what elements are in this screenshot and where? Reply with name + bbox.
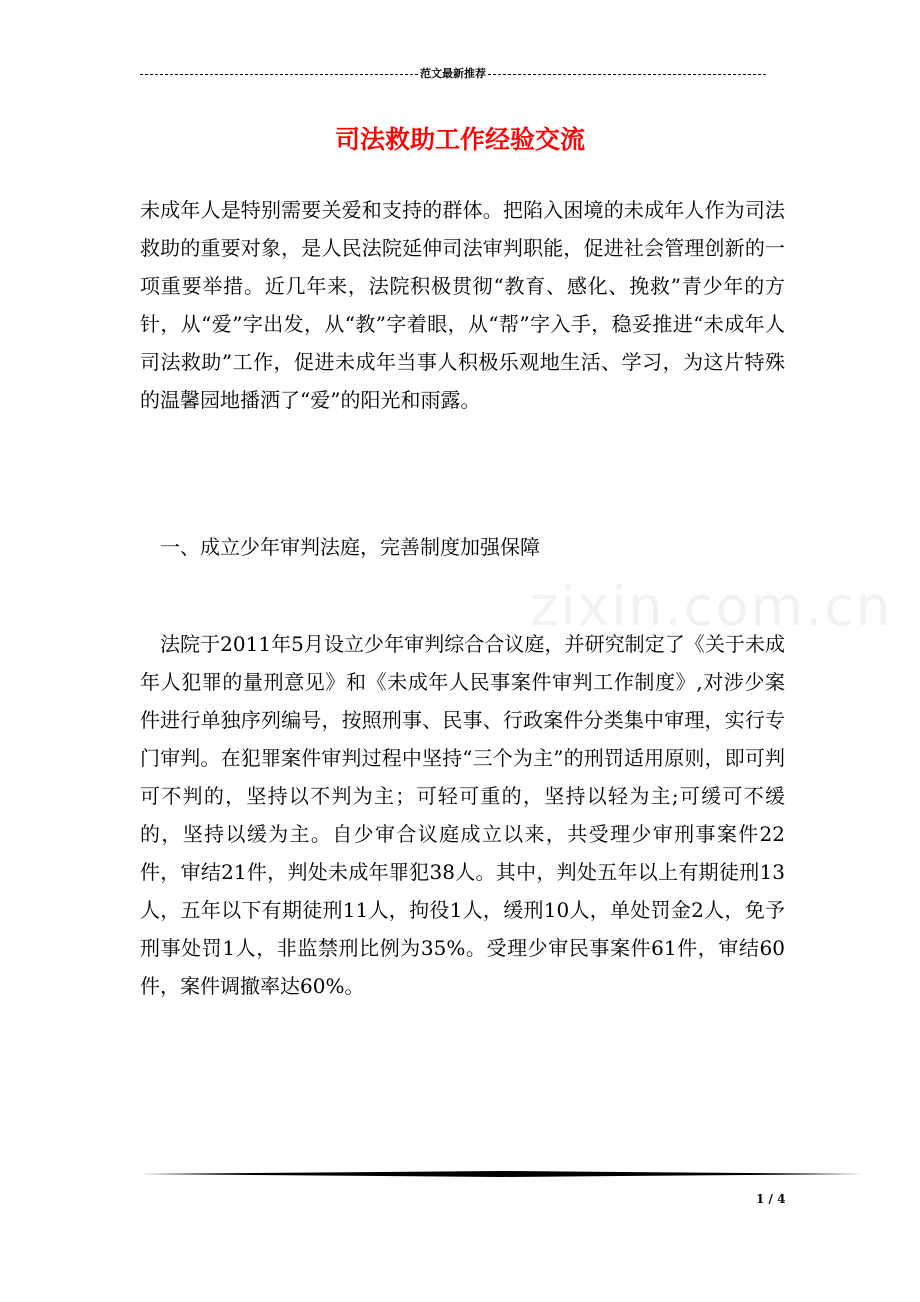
header-label: 范文最新推荐 (420, 67, 486, 80)
watermark-logo: zixin.com.cn (530, 575, 893, 638)
footer-divider (140, 1171, 863, 1177)
header-dash-right (488, 74, 766, 75)
header-dash-left (140, 74, 418, 75)
section-heading: 一、成立少年审判法庭，完善制度加强保障 (160, 535, 540, 559)
intro-paragraph: 未成年人是特别需要关爱和支持的群体。把陷入困境的未成年人作为司法救助的重要对象，是人民法院延伸司法审判职能，促进社会管理创新的一项重要举措。近几年来，法院积极贯彻“教育、感化、挽救”青少年的方针，从“爱”字出发，从“教”字着眼，从“帮”字入手，稳妥推进“未成年人司法救助”工作，促进未成年当事人积极乐观地生活、学习，为这片特殊的温馨园地播洒了“爱”的阳光和雨露。 (140, 198, 785, 412)
section-body-paragraph: 法院于2011年5月设立少年审判综合合议庭，并研究制定了《关于未成年人犯罪的量刑意见》和《未成年人民事案件审判工作制度》,对涉少案件进行单独序列编号，按照刑事、民事、行政案件分类集中审理，实行专门审判。在犯罪案件审判过程中坚持“三个为主”的刑罚适用原则，即可判可不判的，坚持以不判为主；可轻可重的，坚持以轻为主;可缓可不缓的，坚持以缓为主。自少审合议庭成立以来，共受理少审刑事案件22件，审结21件，判处未成年罪犯38人。其中，判处五年以上有期徒刑13人，五年以下有期徒刑11人，拘役1人，缓刑10人，单处罚金2人，免予刑事处罚1人，非监禁刑比例为35%。受理少审民事案件61件，审结60件，案件调撤率达60%。 (140, 632, 785, 998)
document-title: 司法救助工作经验交流 (334, 125, 585, 154)
page-header (140, 66, 766, 82)
page-indicator: 1 / 4 (756, 1192, 786, 1206)
